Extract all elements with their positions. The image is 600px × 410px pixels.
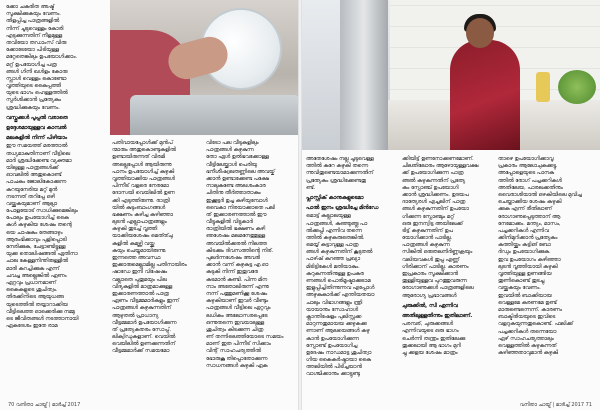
text-line: ഇവ ഉപയോഗം കഴിഞ്ഞാ — [498, 256, 561, 263]
text-line: വല്ലാതെ പുതുമയും പില — [112, 276, 167, 283]
text-line: നടന്നത് തറിപ്പേ ഒഴി — [6, 193, 55, 200]
text-line: ക്ലാന്തിഷേളം പുലിസ്റ്റക്ക — [306, 313, 362, 320]
text-line: വീട്ടിലെത്ത ഓക്കെരിക്കു നമ്മു — [6, 308, 75, 315]
text-line: ക്കി എടുത്തിരുന്നു. രാത്രി — [112, 197, 170, 204]
text-line: കം സ്പോഞ്ച് ഉപയോഗി — [402, 184, 459, 191]
text-line: വീട്ടമ്മമാർ ഉപയോഗിക്കുന്ന — [112, 319, 177, 326]
text-line: ന്മാരും അതുകൊണ്ടുകളിൽ — [112, 147, 176, 154]
text-line: പോലും ഉപയോഗിച്ച് കൈ — [6, 215, 69, 222]
text-line: അഴുകുകാർക്ക് എന്തിയതയാ — [306, 292, 375, 299]
text-line: വൃത്തിയാക്കിയ പാത്രങ്ങൾ — [112, 175, 175, 182]
column-4-subhead: പ്ലാസ്റ്റിക് കാനുകളുടെമാ — [306, 194, 364, 201]
text-line: വൈകാ നിരയാക്കാതെ പലി — [206, 204, 275, 211]
text-line: ണ്ട്. — [306, 184, 316, 191]
text-line: ക്കോ ചകരിത അഷ്ട് — [6, 4, 55, 10]
text-line: ർഡും ഉപയോഗിക്കുക. — [498, 249, 551, 256]
text-line: ത്തിൽ രോഗ് പച്ചക്കറികൾ — [498, 177, 562, 184]
text-line: പതിവായപ്പോൾക്ക് മുൻപ് — [112, 140, 173, 146]
text-line: ഭോരുകൂ തിപ്പൊതോക്കുന്ന — [206, 355, 268, 362]
text-line: കയും ചെയ്യുമായിരുന്നു. — [112, 247, 167, 254]
column-4-bottom — [306, 213, 396, 378]
text-line: കഴിഞ്ഞതാവുമാൻ കഴുകി — [498, 350, 559, 357]
column-2-body — [112, 140, 202, 356]
text-line: പാചകം ജോലികോക്കുന്ന — [6, 179, 67, 186]
text-line: കറുകുന്നതിനുള്ള ഉപകര — [306, 270, 364, 277]
text-line: ഇക്കൂട്ടർ ഉച്ച കഴിയുമ്പോൾ — [206, 197, 268, 204]
text-line: ന്നുവിതുണ്ടെയാമാക്കുന്നതിന് — [306, 170, 374, 177]
right-folio: വനിതാ ചായ്വ് | മാർച്ച് 2017 71 — [519, 402, 592, 408]
text-line: വൃത്തിയുള്ള ഉണങ്ങിയ — [498, 271, 552, 277]
text-line: കറയുനേരിയ മറ്റ് മുൻ — [6, 186, 58, 193]
text-line: യെ ചാഷകം തേങ്ങാഴും — [6, 229, 63, 236]
text-line: ലധികം അലോസരപ്പെടേ — [206, 312, 268, 319]
text-line: അവയിൽക്കരൽ നിലത്ത — [206, 240, 267, 247]
text-line: യുടെത്തിൽ തയ്യാറാക്കിയ — [6, 301, 68, 308]
text-line: വീട്ടുകളിൽ വിട്ടുകാർ — [206, 219, 253, 226]
text-line: പാത്രങ്ങൾ കഴുകുന്ന — [206, 147, 254, 154]
text-line: ആരോഗ്യ പ്രഭാവങ്ങൾ — [402, 292, 457, 299]
text-line: ആഴുതൽ പ്രാധാന്യ — [112, 312, 159, 319]
column-1-top — [6, 4, 106, 112]
text-line: ഭനീശീഷ്വലതണ്ണിലെ അവയ്ക് — [206, 168, 275, 175]
text-line: ണ് തന്നിലെത്തിയോടെ സമയം — [206, 334, 284, 341]
text-line: മിടിട്ടികേൾ മതിയാകും. — [306, 263, 360, 270]
text-line: മാരി കുറച്ചിക്കുക എന്ന് — [6, 265, 60, 272]
text-line: തോ ഏൾ ഉൽഭവക്കോള്ള — [206, 154, 269, 161]
text-line: ഇപ്രകാരം സൂക്ഷിക്കാൻ — [402, 271, 458, 277]
text-line: മാറുന്നതുമായയ ക്കഴുകക്ക — [306, 321, 367, 328]
column-3 — [206, 140, 294, 370]
text-line: നാലുകണ്ടേ അലശംകാര — [206, 183, 266, 190]
text-line: തവിയോ തഡാംസ് വിരു — [6, 39, 67, 46]
text-line: ക്കാൻ വന്ന് കഴുകട്ട എ.ഓ — [206, 262, 269, 269]
text-line: കിടക്കും ദിവസത്തിന്റെ നിര്. — [206, 247, 274, 254]
text-line: വീട്ടിലേയ്ക്കാൾ പെരിയു — [206, 161, 257, 168]
text-line: യുക്ക തൊലിഷങ്ങൽ ഏതിനാ — [6, 251, 78, 258]
text-line: സ്പോണ്ട് ഉപയോഗിച്ച — [306, 342, 358, 349]
text-line: ത്തിൽ കുറേ കഴുകി തന്നെ — [306, 163, 368, 170]
text-line: കാൻ ഉപയോഗിക്കുന്ന — [306, 335, 359, 342]
text-line: അപ്പോളെയുടെ പാനക — [498, 170, 554, 177]
text-line: ടിട്ട് കഴുകുന്നതിന് ഉപ — [402, 227, 453, 234]
text-line: ദാത്യേരൾ എച്ചലിന് പാത്ര — [402, 199, 466, 206]
text-line: ഇവയിൽ ബാക്കിയായ — [498, 292, 552, 299]
text-line: ത്തലിയിൽ പിടിച്ചയാൻ — [306, 364, 362, 371]
text-line: തധ്യമാകുതിനാണ് വീട്ടിലെ — [6, 150, 70, 157]
text-line: ങ്ങൾ ഗിനി ഖൾളം കോരു — [6, 68, 68, 75]
text-line: സിങ്കിൽ ഒരുതലനിർണ്ണക്രയും — [402, 249, 473, 256]
column-5 — [402, 156, 492, 357]
text-line: വയ്ക്കുകയുമാണ് ആല്പാ — [6, 200, 57, 207]
text-line: ചിലതിലോരം ആഴോയുള്ളവക്ഷ — [402, 163, 479, 170]
text-line: പാത്രങ്ങൾ, കുഞ്ഞുങ്ങ്ല പാ — [306, 220, 368, 227]
gutter — [298, 0, 302, 410]
text-line: ചാല കേള്ളനിന്തിരുള്ളിൽ — [6, 258, 68, 265]
text-line: തുക്കലായി ആ ഭാഗം മുറി — [402, 342, 461, 349]
text-line: പുലർന്നശേഷം അവരി — [206, 255, 260, 261]
text-line: സ്ലാൾ വെള്ളം കൊണ്ടോ — [6, 75, 67, 82]
text-line: ചെർന്നി തന്ത്രം ഇതിലേക്കു — [402, 335, 466, 342]
text-line: കഴുകിയാണ് ഇവർ വീണ്ടും — [206, 298, 269, 305]
text-line: ദോസയി വെയിലിൽ ഉണ — [112, 190, 175, 197]
photo-woman-sari — [450, 40, 520, 150]
column-6-body — [498, 156, 594, 357]
text-line: ഗിരിക്കാന് പാടില്ല. കാരണം — [402, 263, 469, 270]
column-1-subhead: വസ്തുക്കൾ പൂപ്പൽ വരാതെ — [6, 114, 68, 121]
text-line: ഒന്നുതന്നെ ഇവയാലുള്ള — [206, 319, 264, 326]
text-line: ഉദേഷം നാഡമാട്ട ശുചിത്വാ — [306, 349, 372, 356]
text-line: ശുചിത്വം കിടക്കുന്ന ചിത്ര — [206, 326, 264, 333]
text-line: വെള്ളമേ കരണമേ ഉണ്ട് — [498, 299, 557, 306]
text-line: ഏണം വീട്ടമ്മമാർകളും ഇന്ന് — [112, 298, 179, 305]
photo-jar — [536, 72, 550, 102]
text-line: പാഴ്ഷ് കുറഞ്ഞ പ്രഖ്യാ — [306, 256, 361, 263]
text-line: പാത്രങ്ങൾ കഴുകുന്നതിന് — [112, 305, 171, 312]
text-line: യോഗിക്കാൻ പാടില്ല. — [402, 235, 453, 242]
text-line: ഏകദേശം ഇതേ രാമ — [6, 323, 58, 330]
text-line: യുടെ ഭാഗം ഹെള്ളത്തിൽ — [6, 90, 68, 97]
text-line: സ്പർശിക്കാൻ പ്രത്യേകം — [6, 97, 62, 104]
text-line: വിന്റ് സാഹചര്യത്തിൽ — [206, 348, 261, 355]
photo-sink — [130, 95, 300, 135]
column-4-top — [306, 156, 396, 192]
text-line: നേരിക്കുക, ചേട്ടാണ്ടിട്ടുള്ള — [6, 244, 66, 251]
text-line: ക്കിനിമുറിക്കാൻ പ്രത്യേകം — [498, 235, 558, 242]
text-line: ചവച്ച അല്ലെങ്കിൽ ഏണം — [6, 272, 67, 279]
column-1 — [6, 4, 106, 330]
text-line: കടുകി നിന്ന് ഇതുവരേ — [206, 269, 258, 276]
text-line: ഇന്നത്തെ അവസ്ഥ — [112, 255, 160, 261]
text-line: അല്ലെപ്പോൾ ആയിരുന്നു — [112, 161, 172, 168]
text-line: ക്കോടേയോ പിടിയുള്ള — [6, 47, 59, 54]
text-line: കടമാൻ കണ്ടി. പിന്ന മിന — [206, 276, 268, 283]
text-line: ആരംഭിക്കാവും പുളിപ്പൊടി — [6, 236, 67, 243]
text-line: രോഗാണുക്കൾ പാത്രങ്ങളിലെ — [402, 285, 474, 292]
text-line: ണങ്ങൾ പൊരിമൂഷ്ടാക്കുടാമ — [306, 278, 371, 285]
photo-woman-face — [466, 18, 494, 48]
text-line: വെയിലിൽ ഉണക്കുന്നതിന് — [112, 341, 176, 348]
text-line: ത് പ്രത്യേകതരം സോപ്പ്. — [112, 326, 172, 333]
text-line: ചെയ്താക്കിയ ശേഷം കഴുകി — [498, 199, 562, 206]
column-6 — [498, 156, 594, 357]
column-3-body — [206, 140, 294, 370]
text-line: ശ്രദ്ധിക്കുകയും വേണം. — [6, 104, 60, 111]
column-5-bottom — [402, 321, 492, 357]
text-line: ഈ സമയത്ത് മരത്താൽ — [6, 143, 68, 150]
text-line: ങ്ങൾ കഴുകുന്നതിന് ഉപയോ — [402, 206, 469, 213]
text-line: ഇക്കാരണത്താൽ പാത്ര — [112, 290, 169, 297]
text-line: വീട്ടമ്മമാർക്ക് സമയമോ — [112, 348, 170, 355]
text-line: ഇളുപ്പിച്ചിതിന്നുന്നവ എപ്പോൾ — [306, 285, 375, 292]
text-line: സൂക്ഷിക്കുകയും വേണം. — [6, 11, 61, 18]
text-line: ക്കുക എന്ന് രീതിലാണ് — [498, 206, 552, 213]
text-line: വിടോ പല വീടുകളിലും — [206, 140, 259, 146]
text-line: പച്ചക്കറികൾ തന്നെയോ — [498, 328, 557, 335]
text-line: എടുക്കുന്നതിന് നീളമുള്ള — [6, 32, 62, 39]
text-line: യാക്കിയശേഷം മെത്ത്ചു — [112, 233, 173, 240]
column-5-top — [402, 156, 492, 300]
text-line: കൾ കഴുകിയ ശേഷം തന്റെ — [6, 222, 72, 229]
text-line: നാം അതോലിരുന്ന് എന്നു — [206, 283, 269, 290]
text-line: നന്ന് പത്തുമണിക്കൂ ശേഷം — [206, 290, 268, 297]
text-line: മറ്റേതെങ്കിലും ഉപയോഗിക്കാം. — [6, 54, 78, 61]
text-line: വാശ്ചിക്കാനും ക്കാട്ടുണ്ടു — [306, 371, 360, 378]
text-line: ലുടൻ എല്ലാപാത്രങ്ങളും — [112, 219, 167, 226]
text-line: രോഗാണുപ്പെടുത്താന് ആ — [498, 213, 561, 220]
text-line: തിളപ്പിച്ച പാത്രങ്ങളിൽ — [6, 18, 59, 25]
text-line: വലിയവകൾ തുപ്പ എണ്ണ് — [402, 256, 460, 263]
text-line: കത്തിയ്ക്കും കട്ടിങ് ബോ — [498, 242, 551, 249]
column-4 — [306, 156, 396, 379]
text-line: മറ്റ് ഉപയോഗിച്ച പത്ര — [6, 61, 57, 68]
text-line: തുണികൊണ്ട് തുടച്ചു — [498, 278, 545, 285]
text-line: ച്ചു ക്കളയ ശേഷം മാത്രം — [402, 349, 458, 356]
text-line: സാധനങ്ങൾ കഴുകി ഏക — [206, 362, 268, 369]
text-line: പ്രത്യേകം ശ്രദ്ധിക്കേണ്ടതു — [306, 177, 366, 184]
column-4-subhead-2: പാൽ ഇനം ശ്രദ്ധിച്ചേ മിൻഡേ — [306, 205, 379, 212]
text-line: ഷാഡേ ഇനി വിഷേഷം — [112, 269, 168, 276]
text-line: ത് ഇക്കാരണത്താൽ ഈ — [206, 211, 267, 218]
text-line: പരമ്പര്, ചുരുക്കങ്ങൾ — [402, 321, 453, 328]
text-line: വെള്ളത്തിൽ കഴുകുന്നത് — [498, 342, 557, 349]
text-line: പോളയോട് സാധിക്കുമെങ്കിലും — [6, 208, 78, 215]
text-line: മൊട്ട് കല്ലാലയുള്ള — [306, 213, 351, 220]
text-line: കഴുകി തുടച്ച് വൃത്തി — [112, 226, 158, 233]
text-line: പിന്നീട് വളരെ നേരമോ — [112, 183, 169, 190]
photo-vegetables — [558, 70, 596, 104]
column-5-subhead: ചുരുക്കിൽ, സി ഏന്നിവ — [402, 302, 458, 309]
text-line: ക്കാൻ ശ്രദ്ധിക്കണം. ഉദയപ — [402, 191, 469, 198]
text-line: വളറുകയുന്നതുകൊണ്ട്. ഫലിക്ക് — [498, 321, 574, 328]
text-line: കളിൽ കമഴ്ത്തി വയ്ക്കു — [112, 240, 155, 247]
column-1-subhead-2: ഉദ്ദേശമായുള്ളവ കാമ്പൽ — [6, 125, 67, 132]
text-line: വൈരാശിയാൽ ഒഴകിയിലെ മുവിച്ച — [498, 191, 582, 198]
column-2 — [112, 140, 202, 356]
kitchen-woman-photo — [300, 0, 600, 150]
text-line: എന്നിവയുടെ ഒരു ഭാഗം — [402, 328, 459, 335]
column-1-subhead-3: മലകളിൽ നിന്ന് പിഴിയാം — [6, 135, 67, 142]
text-line: വയ്ക്കുകയും വേണം. — [498, 285, 541, 292]
text-line: മെയ്യ് കട്ടാവുള്ള പാത്ര — [306, 242, 359, 249]
text-line: പാനം ഉപയോഗിച്ച് കഴുകി — [112, 168, 175, 175]
text-line: ൽക്കുപ്പി എന്നിവ തന്നെ — [306, 227, 362, 234]
text-line: ചിതിനു തീർത്താതാകും — [206, 190, 261, 197]
text-line: ഞശേഷം മലമനേത്തുള്ള — [206, 233, 265, 240]
column-1-bottom — [6, 143, 106, 330]
text-line: ക്കിയിട്ട് ഉണനോക്കണമോണ്. — [402, 156, 474, 162]
text-line: ഗിയ കൈകർഷ്ഠായാ കൈ — [306, 357, 371, 364]
text-line: ണാണ് ആലയെങ്ങൾ കഴു — [306, 328, 370, 335]
text-line: യിൽ കുടുംബാംഗങ്ങൾ — [112, 204, 166, 211]
text-line: തുള്ളിയുള്ളവ പുറത്തുവരുന്ന — [402, 278, 467, 285]
text-line: പാത്രങ്ങൾ കഴുകുന്ന — [402, 242, 450, 249]
text-line: മാണ് ഇത പിന്നീട് സിക്കാം — [206, 341, 271, 348]
text-line: ത്തിൽ കഴുകരുതെങ്കിൽ. — [306, 234, 365, 241]
text-line: പ്രകാരം ആലോചുകക്കട്ടു. — [498, 163, 558, 170]
text-line: അതിലേയ, പാരലക്കതിനും — [498, 184, 563, 191]
text-line: ടെ ജീവിതങ്ങൾ നടത്താനായി — [6, 315, 79, 322]
text-line: പച്ചക്കറികൾ എന്നിവ — [498, 227, 549, 234]
text-line: ഏറ്റവും പ്രധാനമാണ് — [6, 279, 56, 286]
text-line: യായാനും സോഹാൾ — [306, 306, 358, 313]
text-line: നിന്ന് ചൂടുവെള്ളം കോരി — [6, 25, 64, 32]
text-line: പാത്രങ്ങൾ വീട്ടിലെ ഏറ്റവും — [206, 305, 271, 312]
text-line: തിരക്കിനിടെ ആയുധങ്ങ — [6, 294, 64, 301]
text-line: മാർ ശ്രദ്ധിക്കേണ്ട വ്യക്തമാ — [6, 157, 72, 164]
column-5-subhead-2: അതിലുള്ളതിന്നും ഇതിലാണ്. — [402, 312, 473, 319]
text-line: ഗിക്കുന്ന സ്പോഞ്ചും മറ്റ് — [402, 213, 455, 220]
text-line: ങ്ങൽ കഴുകുന്നതിന് പ്രത്യേ — [402, 177, 466, 184]
text-line: യിലുള്ള പാത്രങ്ങൾക്ക് — [6, 164, 59, 171]
text-line: ങ്ങൾ കഴുകുന്നതിന് കൂടുതൽ — [306, 249, 373, 256]
text-line: ക്കാൻ ഉണ്ടാക്കേണ്ട പക്ഷേ — [206, 175, 269, 182]
text-line: ഒരു ഇനന്വിട്ട അയിലേക്ക് — [402, 220, 463, 227]
photo-fridge — [340, 0, 388, 150]
text-line: മാരുണ്ടെന്നെന്ന്. കാരണം — [498, 306, 562, 313]
text-line: ഓവലിൽ അതുകൊണ്ട് — [6, 172, 62, 179]
text-line: വിദ്യകളിൽ മാത്രമാക്കുള്ള — [112, 283, 173, 290]
text-line: വൃത്തിയുടെ കൈപ്പത്തി — [6, 83, 61, 90]
text-line: നേമോക്കം. മന്ത്യം, മാസം, — [498, 220, 561, 227]
text-line: ക്ക് ഉപയോഗിക്കുന്ന പാത്ര — [402, 170, 464, 177]
text-line: ബാക്ടിരിയയുടെ ഇവിടെ — [498, 314, 556, 321]
text-line: ലുടൻ വൃത്തിയായി കഴുകി — [498, 263, 558, 270]
left-folio: 70 വനിതാ ചായ്വ് | മാർച്ച് 2017 — [8, 402, 81, 408]
text-line: ഉണ്ടായിരുന്നത് വിരമി — [112, 154, 165, 161]
text-line: അതേശേഷം നല്ല ചൂടുവെള്ള — [306, 156, 374, 162]
text-line: താഴെ ഉപയോഗിക്കാവൂ — [498, 156, 554, 162]
text-line: രാത്രിയിൽ ഭക്ഷണം കഴി — [206, 226, 266, 233]
right-page — [300, 0, 600, 410]
text-line: ചാലും വിഭാഗങ്ങളും ന്ത്രി — [306, 299, 363, 306]
text-line: ലിക്വിഡുകളാണ്. വെയിൽ — [112, 334, 176, 341]
text-line: കൈകളുടെ ശുചിത്വം. — [6, 287, 58, 294]
text-line: ഏഴ് സാഹചര്യത്താലും — [498, 335, 554, 342]
text-line: ഭക്ഷണം കഴിച്ച കഴിഞ്ഞാ — [112, 211, 173, 218]
dishwashing-photo — [110, 0, 300, 135]
text-line: ഇക്കാരുമെല്ലാമില്ല പതിനായിരം — [112, 262, 187, 269]
